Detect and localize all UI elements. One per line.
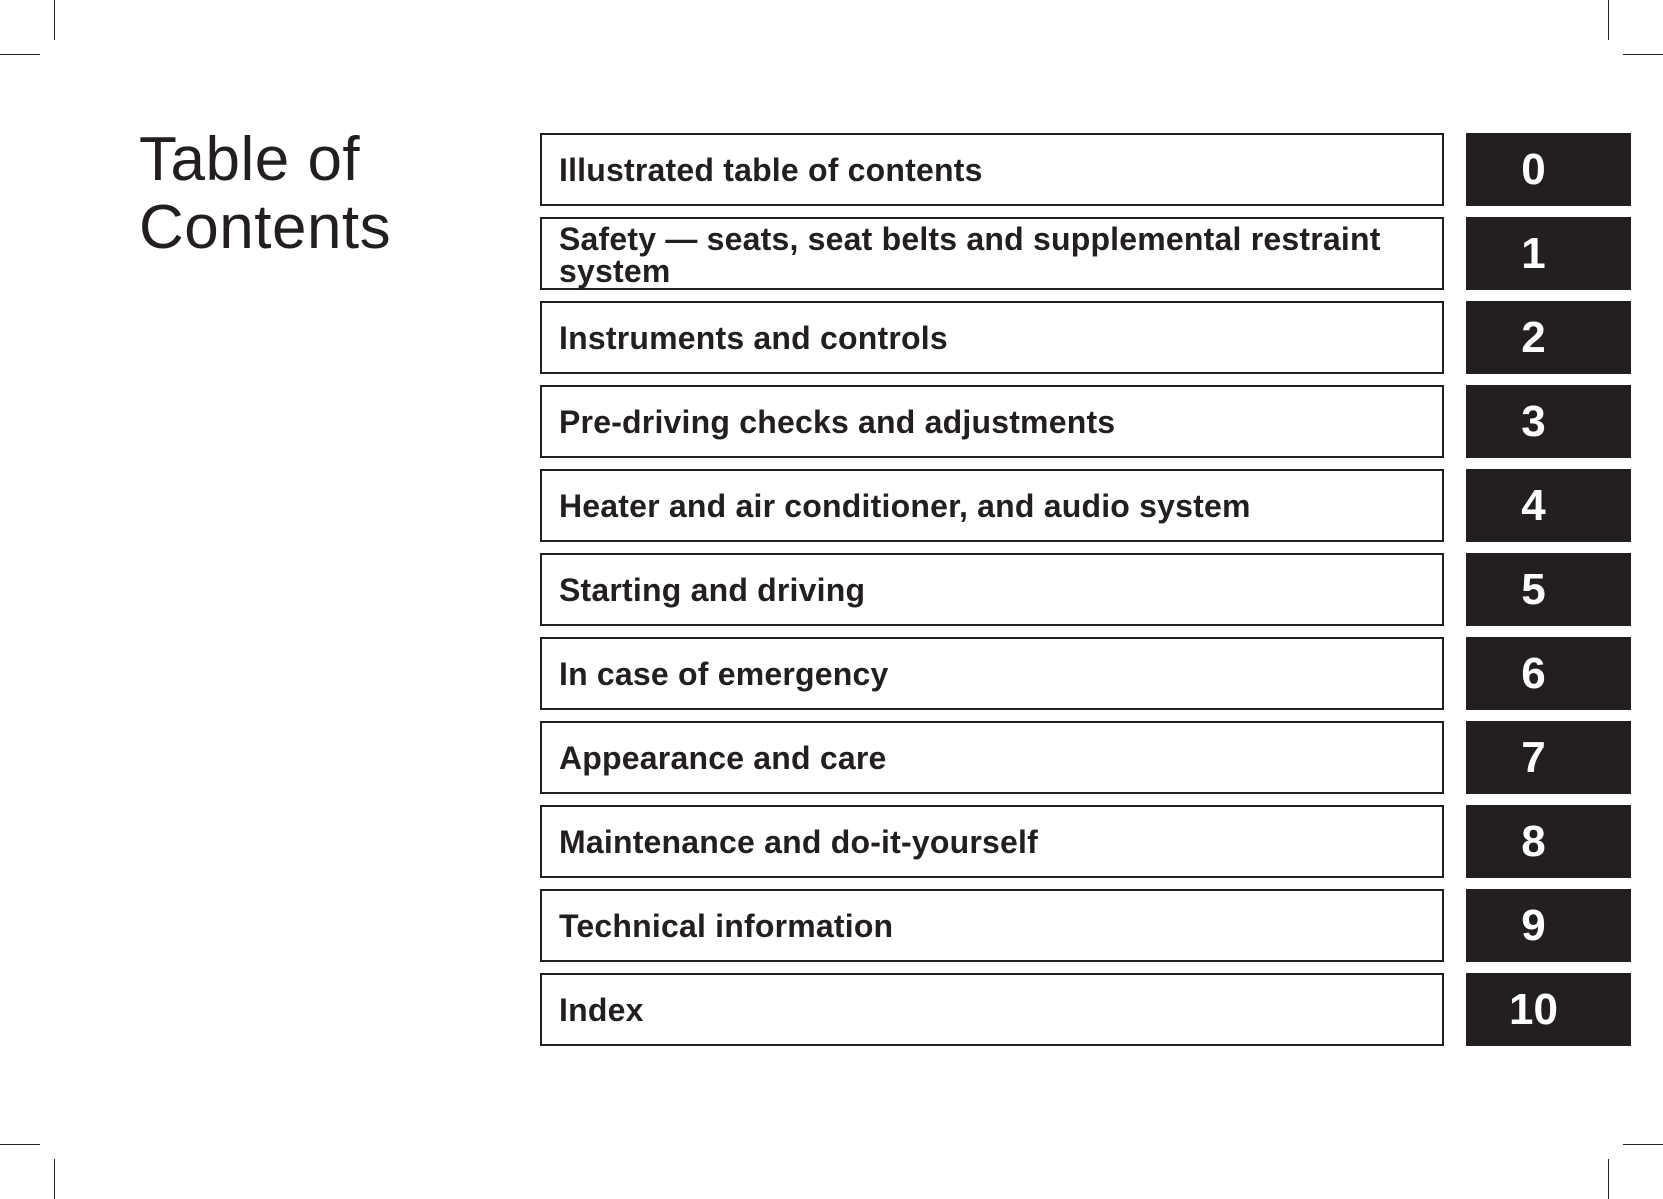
toc-section-tab[interactable]: 7 [1466, 721, 1631, 794]
toc-entry-label[interactable]: Appearance and care [540, 721, 1444, 794]
toc-entry-label[interactable]: Starting and driving [540, 553, 1444, 626]
crop-mark [1608, 0, 1609, 40]
crop-mark [1608, 1159, 1609, 1199]
toc-entry-label[interactable]: Pre-driving checks and adjustments [540, 385, 1444, 458]
page-title [139, 126, 391, 262]
toc-entry-index[interactable] [540, 973, 1631, 1046]
toc-section-tab[interactable]: 0 [1466, 133, 1631, 206]
toc-section-tab[interactable]: 1 [1466, 217, 1631, 290]
toc-entry-label[interactable]: Heater and air conditioner, and audio system [540, 469, 1444, 542]
toc-entry-illustrated-toc[interactable] [540, 133, 1631, 206]
crop-mark [0, 1144, 40, 1145]
toc-entry-pre-driving[interactable] [540, 385, 1631, 458]
page-title-line-1: Table of [139, 125, 361, 194]
crop-mark [1623, 54, 1663, 55]
toc-list [540, 133, 1631, 1057]
crop-mark [54, 0, 55, 40]
toc-section-tab[interactable]: 3 [1466, 385, 1631, 458]
crop-mark [0, 54, 40, 55]
toc-entry-instruments[interactable] [540, 301, 1631, 374]
toc-entry-label[interactable]: In case of emergency [540, 637, 1444, 710]
toc-entry-label[interactable]: Safety — seats, seat belts and supplemental restraint system [540, 217, 1444, 290]
toc-entry-appearance-care[interactable] [540, 721, 1631, 794]
toc-entry-starting-driving[interactable] [540, 553, 1631, 626]
toc-section-tab[interactable]: 4 [1466, 469, 1631, 542]
toc-entry-label[interactable]: Technical information [540, 889, 1444, 962]
toc-section-tab[interactable]: 6 [1466, 637, 1631, 710]
toc-entry-maintenance[interactable] [540, 805, 1631, 878]
toc-entry-heater-audio[interactable] [540, 469, 1631, 542]
toc-entry-technical-info[interactable] [540, 889, 1631, 962]
toc-section-tab[interactable]: 9 [1466, 889, 1631, 962]
toc-entry-label[interactable]: Maintenance and do-it-yourself [540, 805, 1444, 878]
toc-entry-label[interactable]: Index [540, 973, 1444, 1046]
toc-entry-emergency[interactable] [540, 637, 1631, 710]
toc-entry-label[interactable]: Instruments and controls [540, 301, 1444, 374]
toc-section-tab[interactable]: 5 [1466, 553, 1631, 626]
toc-entry-label[interactable]: Illustrated table of contents [540, 133, 1444, 206]
toc-entry-safety[interactable] [540, 217, 1631, 290]
toc-section-tab[interactable]: 8 [1466, 805, 1631, 878]
crop-mark [54, 1159, 55, 1199]
page-title-line-2: Contents [139, 193, 392, 262]
toc-section-tab[interactable]: 2 [1466, 301, 1631, 374]
toc-section-tab[interactable]: 10 [1466, 973, 1631, 1046]
crop-mark [1623, 1144, 1663, 1145]
